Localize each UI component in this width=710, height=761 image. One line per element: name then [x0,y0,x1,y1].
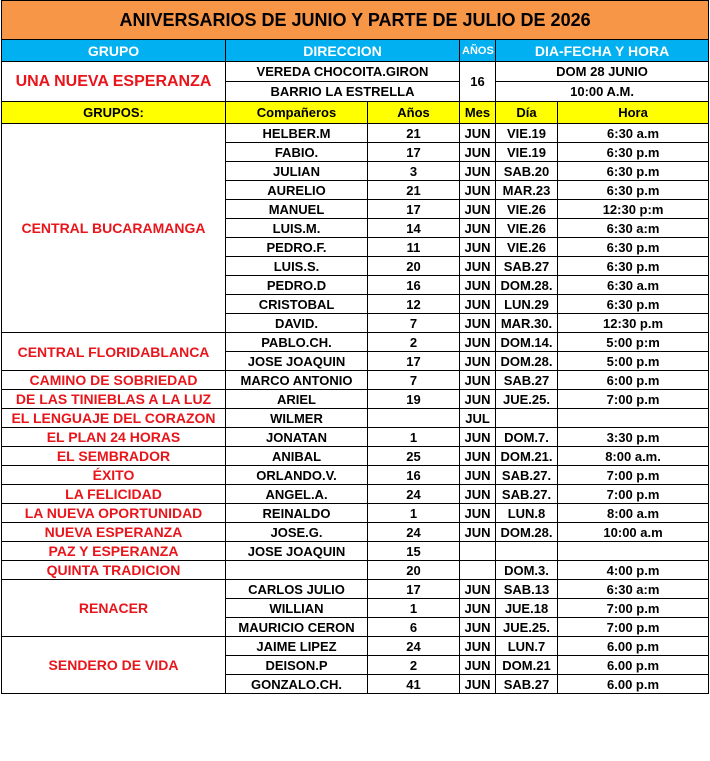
cell-anos: 20 [368,257,460,276]
subheader-mes: Mes [460,102,496,124]
cell-dia: JUE.25. [496,618,558,637]
cell-companero: GONZALO.CH. [226,675,368,694]
cell-dia [496,542,558,561]
cell-mes: JUL [460,409,496,428]
cell-companero [226,561,368,580]
cell-anos: 11 [368,238,460,257]
cell-mes: JUN [460,352,496,371]
cell-hora [558,542,709,561]
cell-companero: REINALDO [226,504,368,523]
cell-dia: LUN.8 [496,504,558,523]
cell-mes [460,561,496,580]
header-grupo: GRUPO [2,40,226,62]
cell-hora: 10:00 a.m [558,523,709,542]
cell-companero: DAVID. [226,314,368,333]
cell-mes: JUN [460,143,496,162]
table-row [2,485,709,504]
cell-mes: JUN [460,504,496,523]
cell-mes: JUN [460,371,496,390]
cell-mes: JUN [460,124,496,143]
header-dia-fecha-hora: DIA-FECHA Y HORA [496,40,709,62]
cell-dia: DOM.28. [496,276,558,295]
cell-companero: AURELIO [226,181,368,200]
cell-hora: 5:00 p:m [558,333,709,352]
cell-anos: 7 [368,314,460,333]
cell-anos: 17 [368,580,460,599]
subheader-dia: Día [496,102,558,124]
cell-dia: VIE.19 [496,124,558,143]
cell-anos: 21 [368,181,460,200]
cell-dia: DOM.21 [496,656,558,675]
cell-mes: JUN [460,447,496,466]
group-name: NUEVA ESPERANZA [2,523,226,542]
cell-dia: DOM.7. [496,428,558,447]
header-row [2,40,709,62]
group-name: CENTRAL FLORIDABLANCA [2,333,226,371]
cell-companero: MANUEL [226,200,368,219]
subheader-grupos: GRUPOS: [2,102,226,124]
table-row [2,637,709,656]
header-direccion: DIRECCION [226,40,460,62]
table-row [2,466,709,485]
table-row [2,542,709,561]
cell-hora [558,409,709,428]
cell-companero: ORLANDO.V. [226,466,368,485]
group-name: EL SEMBRADOR [2,447,226,466]
cell-companero: LUIS.S. [226,257,368,276]
anniversary-table [1,0,709,713]
cell-hora: 6:30 p.m [558,295,709,314]
cell-dia: DOM.3. [496,561,558,580]
cell-hora: 6.00 p.m [558,656,709,675]
cell-companero: ANIBAL [226,447,368,466]
cell-mes: JUN [460,466,496,485]
cell-companero: WILLIAN [226,599,368,618]
cell-companero: CRISTOBAL [226,295,368,314]
subheader-anos: Años [368,102,460,124]
group-name: DE LAS TINIEBLAS A LA LUZ [2,390,226,409]
cell-mes: JUN [460,523,496,542]
blank-cell [496,694,558,713]
blank-cell [558,694,709,713]
cell-dia: SAB.27. [496,485,558,504]
cell-hora: 4:00 p.m [558,561,709,580]
subheader-hora: Hora [558,102,709,124]
table-row [2,447,709,466]
cell-mes: JUN [460,219,496,238]
cell-anos: 12 [368,295,460,314]
group-name: EL PLAN 24 HORAS [2,428,226,447]
cell-companero: WILMER [226,409,368,428]
cell-anos: 17 [368,200,460,219]
info-address-line2: BARRIO LA ESTRELLA [226,82,460,102]
cell-mes: JUN [460,162,496,181]
cell-mes: JUN [460,390,496,409]
cell-anos: 17 [368,143,460,162]
cell-companero: JONATAN [226,428,368,447]
cell-hora: 6:30 p.m [558,162,709,181]
cell-hora: 7:00 p.m [558,599,709,618]
group-name: SENDERO DE VIDA [2,637,226,694]
cell-companero: JOSE JOAQUIN [226,352,368,371]
cell-hora: 6:30 p.m [558,143,709,162]
cell-companero: DEISON.P [226,656,368,675]
cell-anos: 1 [368,504,460,523]
group-name: LA NUEVA OPORTUNIDAD [2,504,226,523]
cell-hora: 3:30 p.m [558,428,709,447]
cell-hora: 6:00 p.m [558,371,709,390]
cell-hora: 6:30 a.m [558,124,709,143]
blank-cell [460,694,496,713]
table-row [2,504,709,523]
cell-anos: 24 [368,637,460,656]
cell-anos [368,409,460,428]
cell-hora: 7:00 p.m [558,466,709,485]
cell-mes: JUN [460,637,496,656]
cell-hora: 6.00 p.m [558,637,709,656]
cell-hora: 6.00 p.m [558,675,709,694]
cell-mes: JUN [460,200,496,219]
group-name: ÉXITO [2,466,226,485]
cell-companero: JOSE.G. [226,523,368,542]
group-name: PAZ Y ESPERANZA [2,542,226,561]
cell-anos: 2 [368,333,460,352]
page-title: ANIVERSARIOS DE JUNIO Y PARTE DE JULIO DE 2026 [2,1,709,40]
cell-anos: 1 [368,599,460,618]
cell-hora: 6:30 p.m [558,181,709,200]
cell-companero: JULIAN [226,162,368,181]
blank-cell [226,694,368,713]
info-years: 16 [460,62,496,102]
cell-companero: PEDRO.F. [226,238,368,257]
cell-dia: LUN.7 [496,637,558,656]
subheader-row [2,102,709,124]
cell-dia: SAB.27. [496,466,558,485]
cell-hora: 7:00 p.m [558,485,709,504]
cell-dia: SAB.20 [496,162,558,181]
cell-mes: JUN [460,295,496,314]
table-row [2,371,709,390]
cell-mes: JUN [460,428,496,447]
info-row-1 [2,62,709,82]
table-row [2,428,709,447]
cell-companero: MARCO ANTONIO [226,371,368,390]
cell-anos: 17 [368,352,460,371]
cell-hora: 6:30 p.m [558,257,709,276]
cell-dia [496,409,558,428]
info-date: DOM 28 JUNIO [496,62,709,82]
cell-hora: 6:30 a:m [558,219,709,238]
group-name: EL LENGUAJE DEL CORAZON [2,409,226,428]
table-row [2,333,709,352]
blank-row [2,694,709,713]
cell-companero: CARLOS JULIO [226,580,368,599]
cell-anos: 19 [368,390,460,409]
blank-cell [2,694,226,713]
group-name: LA FELICIDAD [2,485,226,504]
cell-dia: SAB.27 [496,371,558,390]
cell-dia: JUE.18 [496,599,558,618]
cell-mes: JUN [460,238,496,257]
table-row [2,409,709,428]
cell-companero: HELBER.M [226,124,368,143]
cell-anos: 2 [368,656,460,675]
cell-anos: 16 [368,276,460,295]
cell-anos: 25 [368,447,460,466]
cell-companero: MAURICIO CERON [226,618,368,637]
cell-hora: 6:30 p.m [558,238,709,257]
cell-dia: DOM.14. [496,333,558,352]
info-time: 10:00 A.M. [496,82,709,102]
cell-anos: 21 [368,124,460,143]
cell-mes: JUN [460,618,496,637]
cell-dia: VIE.26 [496,200,558,219]
cell-companero: PABLO.CH. [226,333,368,352]
cell-dia: MAR.30. [496,314,558,333]
cell-companero: ARIEL [226,390,368,409]
cell-companero: PEDRO.D [226,276,368,295]
cell-dia: SAB.27 [496,257,558,276]
cell-dia: SAB.13 [496,580,558,599]
cell-dia: DOM.28. [496,523,558,542]
cell-hora: 12:30 p.m [558,314,709,333]
cell-anos: 15 [368,542,460,561]
cell-anos: 24 [368,485,460,504]
cell-mes: JUN [460,181,496,200]
cell-companero: JAIME LIPEZ [226,637,368,656]
cell-mes: JUN [460,580,496,599]
cell-dia: SAB.27 [496,675,558,694]
info-group-name: UNA NUEVA ESPERANZA [2,62,226,102]
subheader-companeros: Compañeros [226,102,368,124]
cell-anos: 14 [368,219,460,238]
cell-hora: 12:30 p:m [558,200,709,219]
cell-hora: 7:00 p.m [558,618,709,637]
cell-anos: 6 [368,618,460,637]
cell-companero: ANGEL.A. [226,485,368,504]
cell-anos: 1 [368,428,460,447]
cell-mes: JUN [460,333,496,352]
table-row [2,124,709,143]
cell-dia: VIE.19 [496,143,558,162]
cell-dia: LUN.29 [496,295,558,314]
cell-dia: DOM.21. [496,447,558,466]
cell-dia: JUE.25. [496,390,558,409]
cell-mes: JUN [460,656,496,675]
cell-mes: JUN [460,314,496,333]
info-address-line1: VEREDA CHOCOITA.GIRON [226,62,460,82]
cell-hora: 6:30 a:m [558,580,709,599]
cell-mes: JUN [460,485,496,504]
table-row [2,390,709,409]
cell-dia: VIE.26 [496,238,558,257]
cell-anos: 41 [368,675,460,694]
group-name: CAMINO DE SOBRIEDAD [2,371,226,390]
cell-dia: MAR.23 [496,181,558,200]
cell-companero: FABIO. [226,143,368,162]
cell-mes: JUN [460,276,496,295]
cell-anos: 7 [368,371,460,390]
cell-hora: 6:30 a.m [558,276,709,295]
cell-companero: JOSE JOAQUIN [226,542,368,561]
group-name: RENACER [2,580,226,637]
header-anos: AÑOS [460,40,496,62]
cell-hora: 7:00 p.m [558,390,709,409]
blank-cell [368,694,460,713]
cell-mes [460,542,496,561]
cell-anos: 16 [368,466,460,485]
cell-hora: 8:00 a.m. [558,447,709,466]
cell-anos: 20 [368,561,460,580]
group-name: CENTRAL BUCARAMANGA [2,124,226,333]
cell-dia: VIE.26 [496,219,558,238]
cell-hora: 5:00 p.m [558,352,709,371]
group-name: QUINTA TRADICION [2,561,226,580]
cell-anos: 24 [368,523,460,542]
table-row [2,580,709,599]
cell-hora: 8:00 a.m [558,504,709,523]
cell-mes: JUN [460,257,496,276]
table-row [2,561,709,580]
cell-anos: 3 [368,162,460,181]
cell-mes: JUN [460,675,496,694]
table-row [2,523,709,542]
cell-companero: LUIS.M. [226,219,368,238]
cell-mes: JUN [460,599,496,618]
cell-dia: DOM.28. [496,352,558,371]
